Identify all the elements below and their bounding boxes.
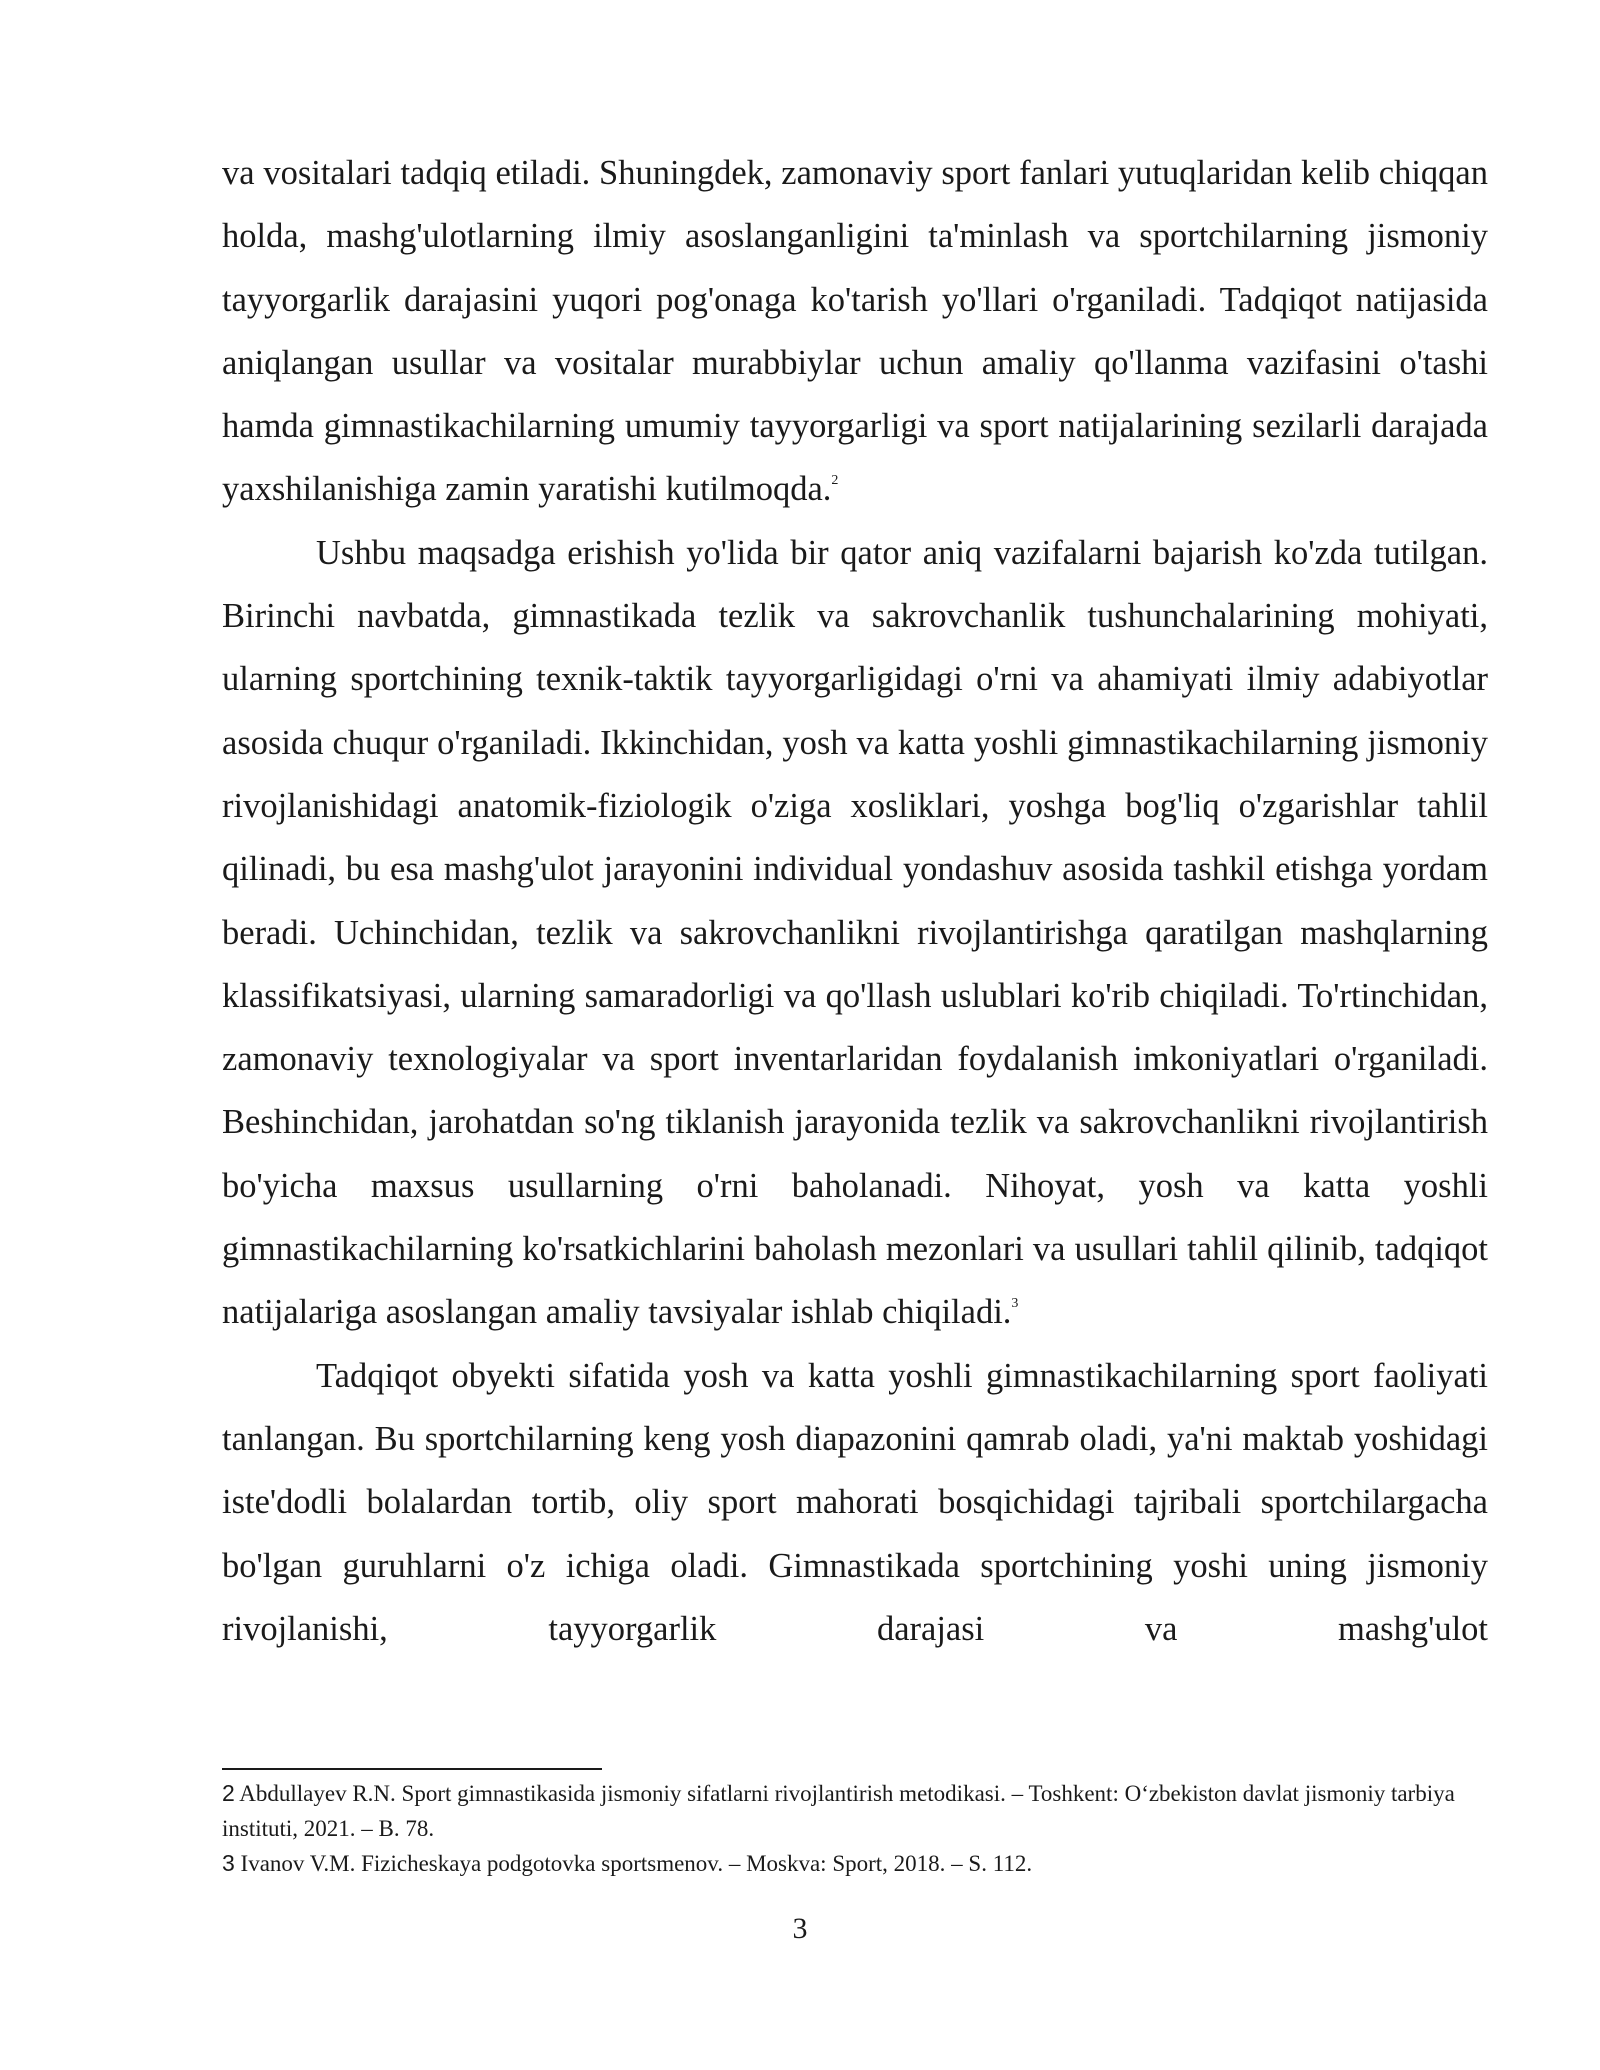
footnote-2-number: 2 [222,1780,235,1806]
paragraph-1 [222,142,1488,522]
paragraph-1-text: va vositalari tadqiq etiladi. Shuningdek, zamonaviy sport fanlari yutuqlaridan kelib chiqqan holda, mashg'ulotlarning ilmiy asoslanganligini ta'minlash va sportchilarning jismoniy tayyorgarlik darajasini yuqori pog'onaga ko'tarish yo'llari o'rganiladi. Tadqiqot natijasida aniqlangan usullar va vositalar murabbiylar uchun amaliy qo'llanma vazifasini o'tashi hamda gimnastikachilarning umumiy tayyorgarligi va sport natijalarining sezilarli darajada yaxshilanishiga zamin yaratishi kutilmoqda. [222,154,1488,509]
page-number: 3 [792,1912,808,1945]
paragraph-2-text: Ushbu maqsadga erishish yo'lida bir qator aniq vazifalarni bajarish ko'zda tutilgan. Birinchi navbatda, gimnastikada tezlik va sakrovchanlik tushunchalarining mohiyati, ularning sportchining texnik-taktik tayyorgarligidagi o'rni va ahamiyati ilmiy adabiyotlar asosida chuqur o'rganiladi. Ikkinchidan, yosh va katta yoshli gimnastikachilarning jismoniy rivojlanishidagi anatomik-fiziologik o'ziga xosliklari, yoshga bog'liq o'zgarishlar tahlil qilinadi, bu esa mashg'ulot jarayonini individual yondashuv asosida tashkil etishga yordam beradi. Uchinchidan, tezlik va sakrovchanlikni rivojlantirishga qaratilgan mashqlarning klassifikatsiyasi, ularning samaradorligi va qo'llash uslublari ko'rib chiqiladi. To'rtinchidan, zamonaviy texnologiyalar va sport inventarlaridan foydalanish imkoniyatlari o'rganiladi. Beshinchidan, jarohatdan so'ng tiklanish jarayonida tezlik va sakrovchanlikni rivojlantirish bo'yicha maxsus usullarning o'rni baholanadi. Nihoyat, yosh va katta yoshli gimnastikachilarning ko'rsatkichlarini baholash mezonlari va usullari tahlil qilinib, tadqiqot natijalariga asoslangan amaliy tavsiyalar ishlab chiqiladi. [222,533,1488,1332]
footnote-2-text: Abdullayev R.N. Sport gimnastikasida jismoniy sifatlarni rivojlantirish metodikasi. – Toshkent: O‘zbekiston davlat jismoniy tarbiya instituti, 2021. – B. 78. [222,1781,1455,1841]
paragraph-3-text: Tadqiqot obyekti sifatida yosh va katta yoshli gimnastikachilarning sport faoliyati tanlangan. Bu sportchilarning keng yosh diapazonini qamrab oladi, ya'ni maktab yoshidagi iste'dodli bolalardan tortib, oliy sport mahorati bosqichidagi tajribali sportchilargacha bo'lgan guruhlarni o'z ichiga oladi. Gimnastikada sportchining yoshi uning jismoniy rivojlanishi, tayyorgarlik darajasi va mashg'ulot [222,1356,1488,1648]
footnote-reference-3: 3 [1011,1296,1019,1312]
paragraph-2 [222,522,1488,1345]
paragraph-3 [222,1345,1488,1661]
footnote-3-number: 3 [222,1850,235,1876]
footnotes [222,1776,1488,1881]
footnote-3 [222,1846,1488,1881]
footnote-3-text: Ivanov V.M. Fizicheskaya podgotovka sportsmenov. – Moskva: Sport, 2018. – S. 112. [240,1851,1033,1876]
footnote-separator [222,1768,602,1770]
footnote-reference-2: 2 [831,473,839,489]
document-body [222,142,1488,1661]
footnote-2 [222,1776,1488,1846]
